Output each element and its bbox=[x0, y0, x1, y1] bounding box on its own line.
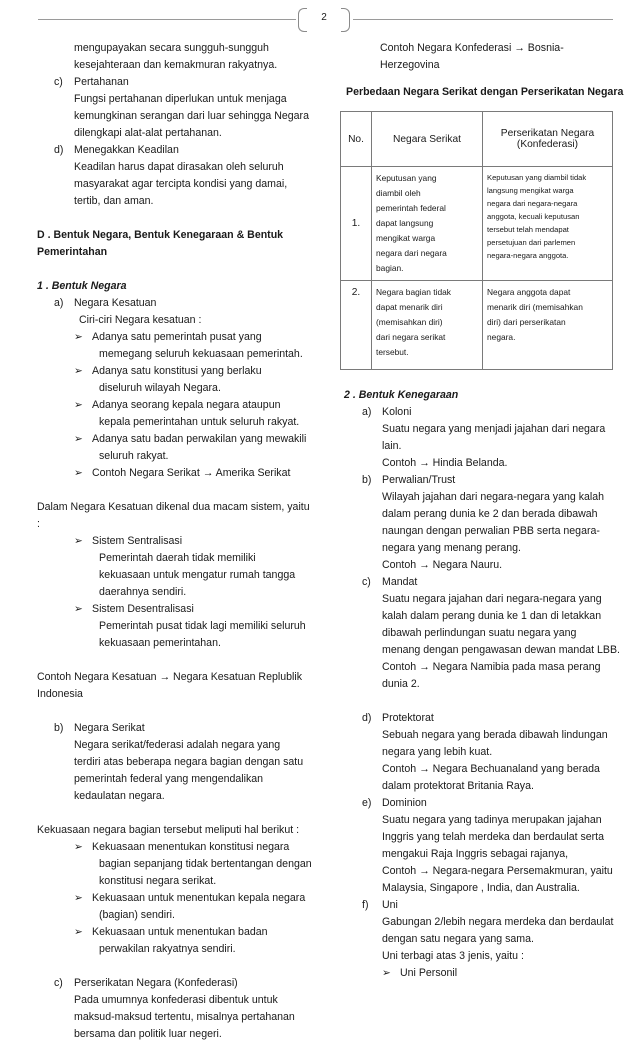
cell-line: anggota, kecuali keputusan bbox=[487, 212, 580, 221]
text-line: Suatu negara yang tadinya merupakan jajahan bbox=[382, 814, 602, 826]
cell-line: (memisahkan diri) bbox=[376, 317, 443, 327]
table-row bbox=[341, 281, 613, 370]
page-header bbox=[0, 8, 638, 38]
right-column bbox=[340, 40, 624, 982]
text-line: kemungkinan serangan dari luar sehingga Negara bbox=[74, 110, 309, 122]
text-line: naungan dengan perwalian PBB serta negara- bbox=[382, 525, 600, 537]
text-line: Indonesia bbox=[37, 688, 83, 700]
arrow-bullet-icon: ➢ bbox=[74, 433, 83, 445]
text-line: Gabungan 2/lebih negara merdeka dan berdaulat bbox=[382, 916, 614, 928]
text-line: pemerintah federal yang mengendalikan bbox=[74, 773, 264, 785]
text-line: bersama dan politik luar negeri. bbox=[74, 1028, 222, 1040]
text-line: Inggris yang telah merdeka dan berdaulat serta bbox=[382, 831, 605, 843]
arrow-bullet-icon: ➢ bbox=[74, 892, 83, 904]
list-label: a) bbox=[362, 406, 372, 418]
text-line: Pemerintah daerah tidak memiliki bbox=[99, 552, 256, 564]
text-line: kepala pemerintahan untuk seluruh rakyat. bbox=[99, 416, 300, 428]
table-cell-konfederasi bbox=[483, 167, 613, 281]
arrow-bullet-icon: ➢ bbox=[74, 331, 83, 343]
arrow-bullet-icon: ➢ bbox=[74, 467, 83, 479]
text-line: bagian sepanjang tidak bertentangan dengan bbox=[99, 858, 312, 870]
list-label: c) bbox=[54, 76, 63, 88]
text-line: konstitusi negara serikat. bbox=[99, 875, 217, 887]
header-rule-right bbox=[353, 19, 613, 20]
list-heading: Negara Kesatuan bbox=[74, 297, 157, 309]
text-line: maksud-maksud tertentu, misalnya pertahanan bbox=[74, 1011, 295, 1023]
cell-line: bagian. bbox=[376, 263, 404, 273]
list-heading: Uni bbox=[382, 899, 398, 911]
header-rule-left bbox=[38, 19, 296, 20]
text-line: Kekuasaan negara bagian tersebut meliputi hal berikut : bbox=[37, 824, 300, 836]
cell-line: tersebut. bbox=[376, 347, 409, 357]
cell-line: negara. bbox=[487, 332, 516, 342]
text-line: Contoh → Negara Nauru. bbox=[382, 559, 503, 571]
text-line: kedaulatan negara. bbox=[74, 790, 165, 802]
text-line: Contoh → Negara Namibia pada masa perang bbox=[382, 661, 601, 673]
list-heading: Perserikatan Negara (Konfederasi) bbox=[74, 977, 238, 989]
table-cell-konfederasi bbox=[483, 281, 613, 370]
cell-line: Keputusan yang diambil tidak bbox=[487, 173, 587, 182]
bullet-text: Contoh Negara Serikat → Amerika Serikat bbox=[92, 467, 291, 479]
bullet-text: Kekuasaan untuk menentukan kepala negara bbox=[92, 892, 306, 904]
bullet-text: Uni Personil bbox=[400, 967, 458, 979]
list-label: d) bbox=[54, 144, 64, 156]
text-line: Contoh Negara Kesatuan → Negara Kesatuan Replublik bbox=[37, 671, 303, 683]
text-line: perwakilan rakyatnya sendiri. bbox=[99, 943, 236, 955]
text-line: masyarakat agar tercipta kondisi yang damai, bbox=[74, 178, 288, 190]
arrow-bullet-icon: ➢ bbox=[74, 926, 83, 938]
text-line: Suatu negara yang menjadi jajahan dari negara bbox=[382, 423, 606, 435]
text-line: (bagian) sendiri. bbox=[99, 909, 175, 921]
subsection-heading: 2 . Bentuk Kenegaraan bbox=[344, 389, 459, 401]
cell-line: menarik diri (memisahkan bbox=[487, 302, 583, 312]
cell-line: dapat langsung bbox=[376, 218, 434, 228]
text-line: daerahnya sendiri. bbox=[99, 586, 187, 598]
text-line: Pada umumnya konfederasi dibentuk untuk bbox=[74, 994, 278, 1006]
cell-line: negara dari negara bbox=[376, 248, 447, 258]
arrow-bullet-icon: ➢ bbox=[74, 603, 83, 615]
list-label: f) bbox=[362, 899, 369, 911]
table-row bbox=[341, 167, 613, 281]
text-line: dalam perang dunia ke 2 dan berada dibawah bbox=[382, 508, 598, 520]
list-heading: Perwalian/Trust bbox=[382, 474, 456, 486]
column-header: Perserikatan Negara (Konfederasi) bbox=[483, 112, 613, 167]
list-label: b) bbox=[54, 722, 64, 734]
bullet-text: Sistem Sentralisasi bbox=[92, 535, 183, 547]
text-line: dengan satu negara yang sama. bbox=[382, 933, 534, 945]
list-heading: Dominion bbox=[382, 797, 427, 809]
table-cell-no: 2. bbox=[341, 281, 372, 370]
bullet-text: Adanya seorang kepala negara ataupun bbox=[92, 399, 281, 411]
text-line: mengakui Raja Inggris sebagai rajanya, bbox=[382, 848, 569, 860]
text-line: kekuasaan untuk mengatur rumah tangga bbox=[99, 569, 296, 581]
text-line: Herzegovina bbox=[380, 59, 440, 71]
text-line: Fungsi pertahanan diperlukan untuk menjaga bbox=[74, 93, 287, 105]
table-cell-no: 1. bbox=[341, 167, 372, 281]
text-line: Contoh Negara Konfederasi → Bosnia- bbox=[380, 42, 564, 54]
cell-line: dapat menarik diri bbox=[376, 302, 443, 312]
right-bracket-icon bbox=[341, 8, 350, 32]
text-line: Suatu negara jajahan dari negara-negara yang bbox=[382, 593, 602, 605]
list-heading: Negara Serikat bbox=[74, 722, 145, 734]
text-line: Malaysia, Singapore , India, dan Australia. bbox=[382, 882, 580, 894]
list-heading: Protektorat bbox=[382, 712, 434, 724]
text-line: dalam protektorat Britania Raya. bbox=[382, 780, 534, 792]
arrow-bullet-icon: ➢ bbox=[74, 841, 83, 853]
text-line: Wilayah jajahan dari negara-negara yang kalah bbox=[382, 491, 605, 503]
list-heading: Mandat bbox=[382, 576, 418, 588]
cell-line: negara-negara anggota. bbox=[487, 251, 569, 260]
table-header-row bbox=[341, 112, 613, 167]
cell-line: mengikat warga bbox=[376, 233, 436, 243]
text-line: : bbox=[37, 518, 40, 530]
text-line: seluruh rakyat. bbox=[99, 450, 169, 462]
text-line: dibawah perlindungan suatu negara yang bbox=[382, 627, 577, 639]
text-line: Pemerintah pusat tidak lagi memiliki seluruh bbox=[99, 620, 306, 632]
list-label: c) bbox=[362, 576, 371, 588]
text-line: dunia 2. bbox=[382, 678, 420, 690]
table-cell-serikat bbox=[372, 167, 483, 281]
list-heading: Pertahanan bbox=[74, 76, 129, 88]
subsection-heading: 1 . Bentuk Negara bbox=[37, 280, 127, 292]
text-line: diseluruh wilayah Negara. bbox=[99, 382, 221, 394]
cell-line: pemerintah federal bbox=[376, 203, 446, 213]
text-line: memegang seluruh kekuasaan pemerintah. bbox=[99, 348, 303, 360]
cell-line: langsung mengikat warga bbox=[487, 186, 574, 195]
list-heading: Menegakkan Keadilan bbox=[74, 144, 179, 156]
list-label: a) bbox=[54, 297, 64, 309]
left-column bbox=[37, 40, 312, 1043]
page-number: 2 bbox=[321, 12, 327, 23]
left-bracket-icon bbox=[298, 8, 307, 32]
bullet-text: Adanya satu pemerintah pusat yang bbox=[92, 331, 262, 343]
text-line: lain. bbox=[382, 440, 402, 452]
bullet-text: Kekuasaan untuk menentukan badan bbox=[92, 926, 268, 938]
column-header: No. bbox=[341, 112, 372, 167]
arrow-bullet-icon: ➢ bbox=[382, 967, 391, 979]
table-title: Perbedaan Negara Serikat dengan Perserikatan Negara bbox=[346, 86, 624, 98]
table-cell-serikat bbox=[372, 281, 483, 370]
cell-line: persetujuan dari parlemen bbox=[487, 238, 576, 247]
comparison-table bbox=[340, 111, 613, 370]
bullet-text: Kekuasaan menentukan konstitusi negara bbox=[92, 841, 290, 853]
text-line: negara yang lebih kuat. bbox=[382, 746, 493, 758]
list-label: d) bbox=[362, 712, 372, 724]
text-line: dilengkapi alat-alat pertahanan. bbox=[74, 127, 222, 139]
text-line: Contoh → Negara-negara Persemakmuran, yaitu bbox=[382, 865, 613, 877]
text-line: Keadilan harus dapat dirasakan oleh seluruh bbox=[74, 161, 284, 173]
text-line: Uni terbagi atas 3 jenis, yaitu : bbox=[382, 950, 524, 962]
text-line: menang dengan pengawasan dewan mandat LBB. bbox=[382, 644, 620, 656]
cell-line: Negara anggota dapat bbox=[487, 287, 571, 297]
text-line: kesejahteraan dan kemakmuran rakyatnya. bbox=[74, 59, 278, 71]
cell-line: negara dari negara-negara bbox=[487, 199, 578, 208]
text-line: Negara serikat/federasi adalah negara yang bbox=[74, 739, 281, 751]
arrow-bullet-icon: ➢ bbox=[74, 535, 83, 547]
cell-line: dari negara serikat bbox=[376, 332, 446, 342]
bullet-text: Sistem Desentralisasi bbox=[92, 603, 194, 615]
text-line: Sebuah negara yang berada dibawah lindungan bbox=[382, 729, 608, 741]
list-label: b) bbox=[362, 474, 372, 486]
cell-line: Keputusan yang bbox=[376, 173, 437, 183]
cell-line: diambil oleh bbox=[376, 188, 421, 198]
text-line: tertib, dan aman. bbox=[74, 195, 154, 207]
text-line: negara yang menang perang. bbox=[382, 542, 522, 554]
text-line: Ciri-ciri Negara kesatuan : bbox=[79, 314, 202, 326]
cell-line: tersebut telah mendapat bbox=[487, 225, 569, 234]
section-heading: Pemerintahan bbox=[37, 246, 108, 258]
cell-line: Negara bagian tidak bbox=[376, 287, 451, 297]
column-header: Negara Serikat bbox=[372, 112, 483, 167]
text-line: Dalam Negara Kesatuan dikenal dua macam sistem, yaitu bbox=[37, 501, 310, 513]
text-line: kekuasaan pemerintahan. bbox=[99, 637, 221, 649]
text-line: mengupayakan secara sungguh-sungguh bbox=[74, 42, 269, 54]
text-line: Contoh → Negara Bechuanaland yang berada bbox=[382, 763, 600, 775]
list-label: e) bbox=[362, 797, 372, 809]
section-heading: D . Bentuk Negara, Bentuk Kenegaraan & Bentuk bbox=[37, 229, 284, 241]
text-line: kalah dalam perang dunia ke 1 dan di letakkan bbox=[382, 610, 602, 622]
arrow-bullet-icon: ➢ bbox=[74, 399, 83, 411]
arrow-bullet-icon: ➢ bbox=[74, 365, 83, 377]
text-line: Contoh → Hindia Belanda. bbox=[382, 457, 508, 469]
cell-line: diri) dari perserikatan bbox=[487, 317, 566, 327]
bullet-text: Adanya satu badan perwakilan yang mewakili bbox=[92, 433, 307, 445]
bullet-text: Adanya satu konstitusi yang berlaku bbox=[92, 365, 262, 377]
text-line: terdiri atas beberapa negara bagian dengan satu bbox=[74, 756, 304, 768]
list-heading: Koloni bbox=[382, 406, 412, 418]
list-label: c) bbox=[54, 977, 63, 989]
